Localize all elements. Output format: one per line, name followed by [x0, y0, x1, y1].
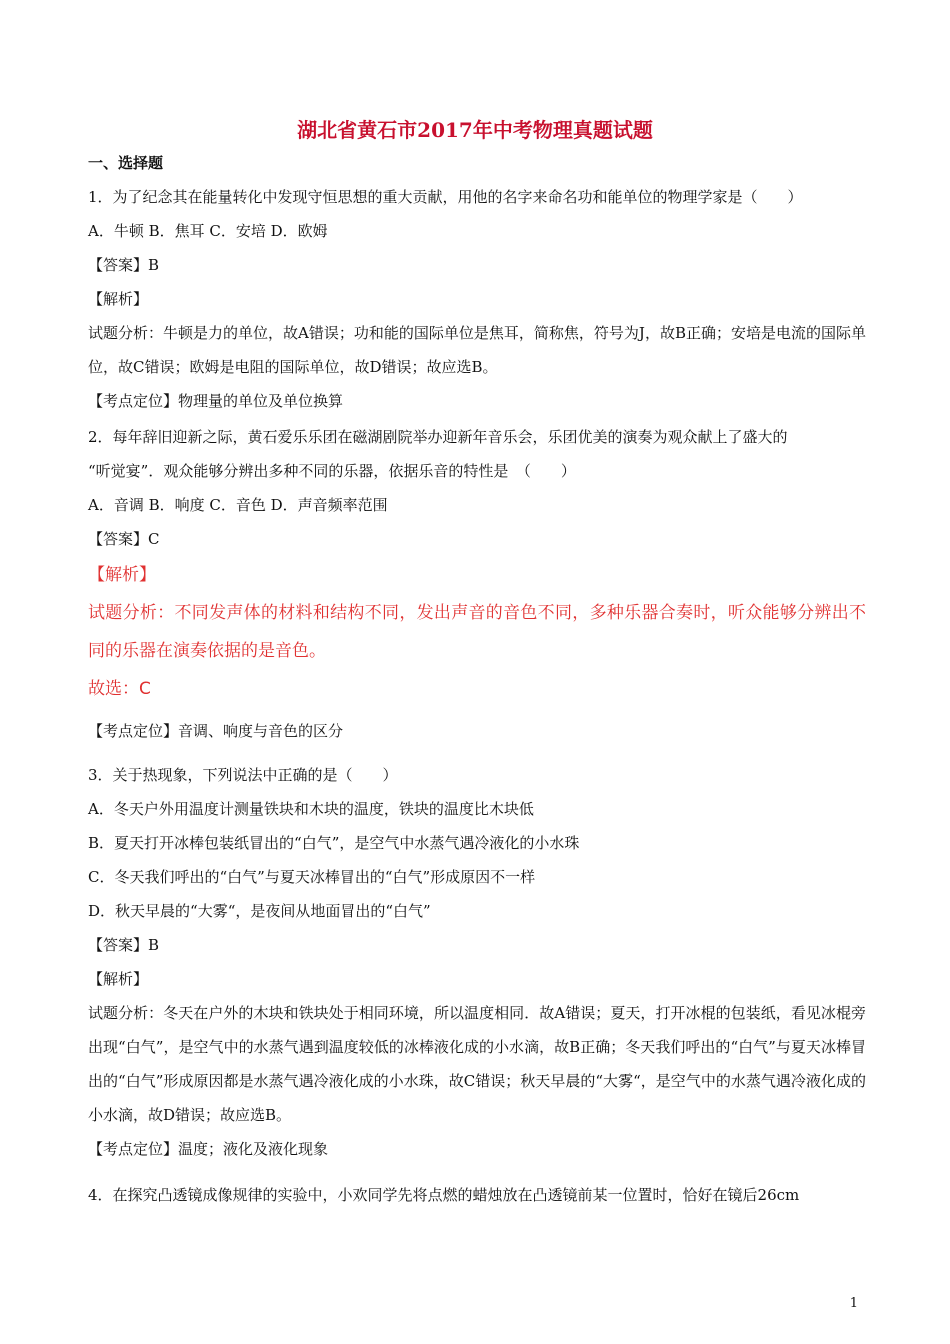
q2-stem-line1: 2．每年辞旧迎新之际，黄石爱乐乐团在磁湖剧院举办迎新年音乐会，乐团优美的演奏为观众献上了盛大的: [88, 428, 788, 446]
q3-stem: 3．关于热现象，下列说法中正确的是（ ）: [88, 766, 398, 784]
q2-stem-line2: “听觉宴”．观众能够分辨出多种不同的乐器，依据乐音的特性是 （ ）: [88, 462, 576, 480]
q2-answer: 【答案】C: [88, 530, 160, 548]
q1-answer: 【答案】B: [88, 256, 160, 274]
q2-analysis: 试题分析：不同发声体的材料和结构不同，发出声音的音色不同，多种乐器合奏时，听众能够分辨出不同的乐器在演奏依据的是音色。: [88, 603, 866, 661]
q4-stem: 4．在探究凸透镜成像规律的实验中，小欢同学先将点燃的蜡烛放在凸透镜前某一位置时，恰好在镜后26cm: [88, 1186, 800, 1204]
q3-analysis-label: 【解析】: [88, 970, 149, 988]
q3-option-c: C．冬天我们呼出的“白气”与夏天冰棒冒出的“白气”形成原因不一样: [88, 868, 536, 886]
q2-choice: 故选：C: [88, 679, 151, 699]
q1-options: A．牛顿 B．焦耳 C．安培 D．欧姆: [88, 222, 328, 240]
q3-option-a: A．冬天户外用温度计测量铁块和木块的温度，铁块的温度比木块低: [88, 800, 534, 818]
page-title: 湖北省黄石市2017年中考物理真题试题: [297, 118, 653, 142]
question-3: [88, 758, 866, 1166]
q3-option-d: D．秋天早晨的“大雾“，是夜间从地面冒出的“白气”: [88, 902, 431, 920]
q3-analysis: 试题分析：冬天在户外的木块和铁块处于相同环境，所以温度相同．故A错误；夏天，打开冰棍的包装纸，看见冰棍旁出现“白气”，是空气中的水蒸气遇到温度较低的冰棒液化成的小水滴，故B正确；冬天我们呼出的“白气”与夏天冰棒冒出的“白气”形成原因都是水蒸气遇冷液化成的小水珠，故C错误；秋天早晨的“大雾“，是空气中的水蒸气遇冷液化成的小水滴，故D错误；故应选B。: [88, 1004, 866, 1124]
q2-analysis-label: 【解析】: [88, 565, 156, 585]
q1-analysis-label: 【解析】: [88, 290, 149, 308]
section-heading: 一、选择题: [88, 154, 164, 172]
q2-options: A．音调 B．响度 C．音色 D．声音频率范围: [88, 496, 388, 514]
q3-option-b: B．夏天打开冰棒包装纸冒出的“白气”，是空气中水蒸气遇冷液化的小水珠: [88, 834, 580, 852]
q2-point: 【考点定位】音调、响度与音色的区分: [88, 722, 344, 740]
question-1: [88, 180, 866, 418]
question-4: [88, 1178, 866, 1212]
page-number: 1: [849, 1296, 858, 1311]
q3-answer: 【答案】B: [88, 936, 160, 954]
q1-stem: 1．为了纪念其在能量转化中发现守恒思想的重大贡献，用他的名字来命名功和能单位的物理学家是（ ）: [88, 188, 803, 206]
question-2: [88, 420, 866, 748]
q3-point: 【考点定位】温度；液化及液化现象: [88, 1140, 329, 1158]
q1-analysis: 试题分析：牛顿是力的单位，故A错误；功和能的国际单位是焦耳，简称焦，符号为J，故B正确；安培是电流的国际单位，故C错误；欧姆是电阻的国际单位，故D错误；故应选B。: [88, 324, 866, 376]
q1-point: 【考点定位】物理量的单位及单位换算: [88, 392, 344, 410]
